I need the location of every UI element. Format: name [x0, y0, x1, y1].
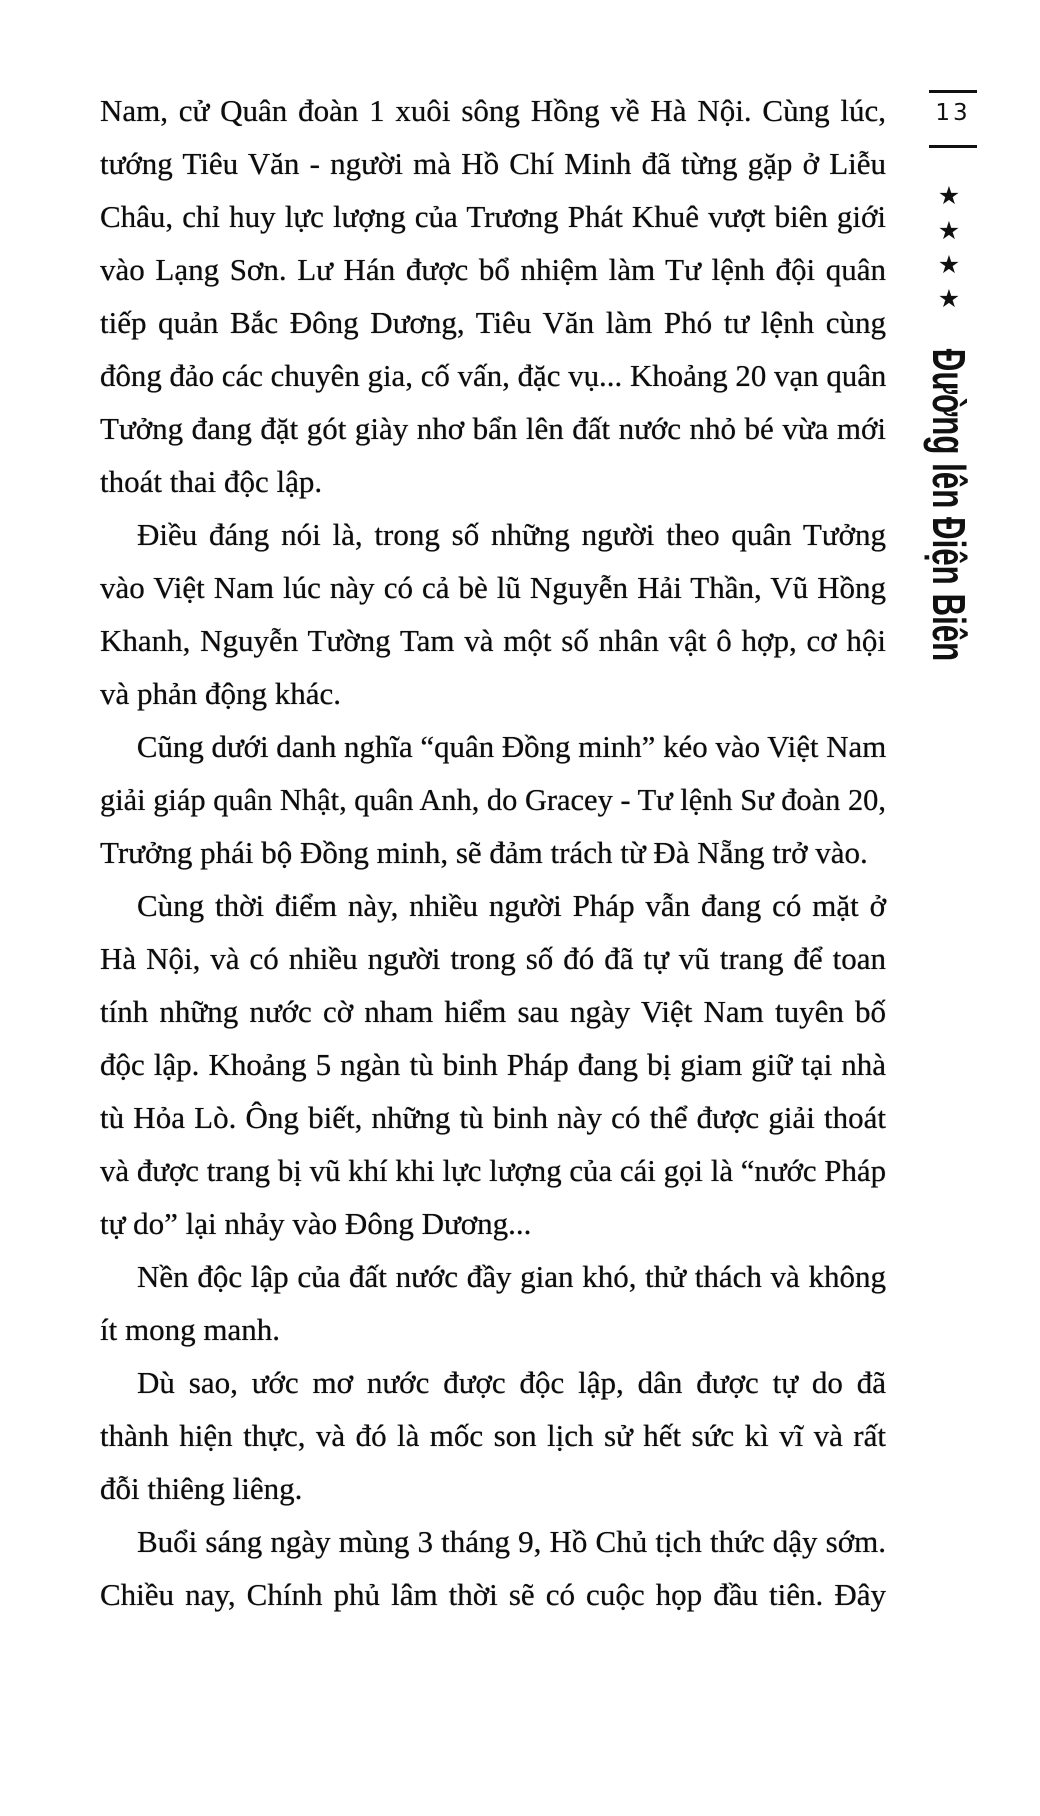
text-line: Chiều nay, Chính phủ lâm thời sẽ có cuộc họp đầu tiên. Đây	[100, 1577, 886, 1612]
text-line: tự do” lại nhảy vào Đông Dương...	[100, 1206, 532, 1241]
text-line: thành hiện thực, và đó là mốc son lịch sử hết sức kì vĩ và rất	[100, 1418, 886, 1453]
text-line: Tưởng đang đặt gót giày nhơ bẩn lên đất nước nhỏ bé vừa mới	[100, 411, 886, 446]
text-line: tiếp quản Bắc Đông Dương, Tiêu Văn làm Phó tư lệnh cùng	[100, 305, 886, 340]
header-rule-bottom	[929, 145, 977, 148]
text-line: đỗi thiêng liêng.	[100, 1471, 303, 1506]
star-icon: ★	[937, 216, 961, 245]
text-line: ít mong manh.	[100, 1312, 280, 1347]
star-icon: ★	[937, 181, 961, 210]
text-line: tù Hỏa Lò. Ông biết, những tù binh này có thể được giải thoát	[100, 1100, 886, 1135]
text-line: Nam, cử Quân đoàn 1 xuôi sông Hồng về Hà Nội. Cùng lúc,	[100, 93, 886, 128]
page-number: 13	[935, 100, 971, 126]
header-rule-top	[929, 90, 977, 93]
text-line: Điều đáng nói là, trong số những người theo quân Tưởng	[137, 517, 886, 552]
running-title: Đường lên Điện Biên	[923, 348, 975, 662]
text-line: tính những nước cờ nham hiểm sau ngày Việt Nam tuyên bố	[100, 994, 886, 1029]
text-line: thoát thai độc lập.	[100, 464, 323, 499]
text-line: Cũng dưới danh nghĩa “quân Đồng minh” kéo vào Việt Nam	[136, 729, 887, 764]
text-line: và được trang bị vũ khí khi lực lượng của cái gọi là “nước Pháp	[100, 1153, 886, 1188]
text-line: và phản động khác.	[100, 676, 342, 711]
text-line: Hà Nội, và có nhiều người trong số đó đã tự vũ trang để toan	[100, 941, 886, 976]
text-line: độc lập. Khoảng 5 ngàn tù binh Pháp đang bị giam giữ tại nhà	[100, 1047, 886, 1082]
text-line: tướng Tiêu Văn - người mà Hồ Chí Minh đã từng gặp ở Liễu	[100, 146, 886, 181]
body-text	[100, 84, 886, 1621]
text-line: vào Lạng Sơn. Lư Hán được bổ nhiệm làm Tư lệnh đội quân	[100, 252, 886, 287]
text-line: Cùng thời điểm này, nhiều người Pháp vẫn đang có mặt ở	[137, 888, 886, 923]
text-line: vào Việt Nam lúc này có cả bè lũ Nguyễn Hải Thần, Vũ Hồng	[100, 570, 886, 605]
text-line: Dù sao, ước mơ nước được độc lập, dân được tự do đã	[137, 1365, 886, 1400]
text-line: Khanh, Nguyễn Tường Tam và một số nhân vật ô hợp, cơ hội	[100, 623, 886, 658]
text-line: đông đảo các chuyên gia, cố vấn, đặc vụ... Khoảng 20 vạn quân	[100, 358, 887, 393]
text-line: Buổi sáng ngày mùng 3 tháng 9, Hồ Chủ tịch thức dậy sớm.	[137, 1524, 886, 1559]
text-line: Trưởng phái bộ Đồng minh, sẽ đảm trách từ Đà Nẵng trở vào.	[100, 835, 868, 870]
star-icon: ★	[937, 250, 961, 279]
text-line: Châu, chỉ huy lực lượng của Trương Phát Khuê vượt biên giới	[100, 199, 886, 234]
star-icon: ★	[937, 284, 961, 313]
text-line: Nền độc lập của đất nước đầy gian khó, thử thách và không	[137, 1259, 886, 1294]
text-line: giải giáp quân Nhật, quân Anh, do Gracey - Tư lệnh Sư đoàn 20,	[100, 782, 886, 817]
